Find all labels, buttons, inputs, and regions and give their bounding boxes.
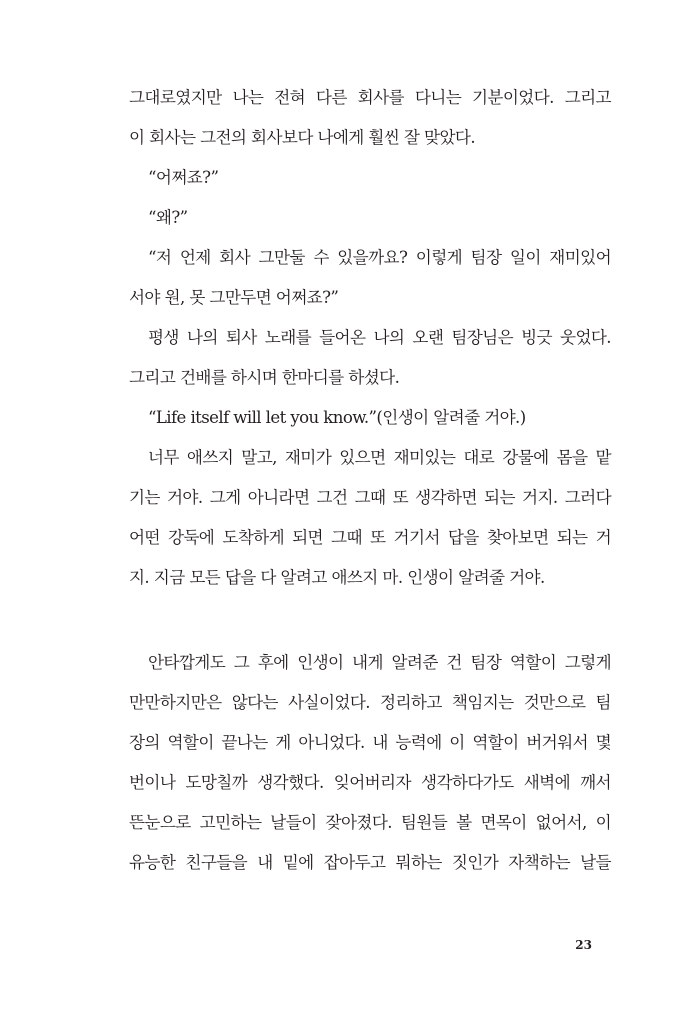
page-number: 23 bbox=[575, 938, 592, 952]
dialogue-line: “어쩌죠?” bbox=[148, 168, 219, 187]
paragraph-line: 유능한 친구들을 내 밑에 잡아두고 뭐하는 짓인가 자책하는 날들 bbox=[129, 853, 611, 872]
paragraph-line: 뜬눈으로 고민하는 날들이 잦아졌다. 팀원들 볼 면목이 없어서, 이 bbox=[129, 813, 611, 832]
paragraph-line: 어떤 강둑에 도착하게 되면 그때 또 거기서 답을 찾아보면 되는 거 bbox=[129, 528, 611, 547]
paragraph-line: 장의 역할이 끝나는 게 아니었다. 내 능력에 이 역할이 버거워서 몇 bbox=[129, 733, 611, 752]
paragraph-line: 만만하지만은 않다는 사실이었다. 정리하고 책임지는 것만으로 팀 bbox=[129, 693, 611, 712]
paragraph-line: 이 회사는 그전의 회사보다 나에게 훨씬 잘 맞았다. bbox=[129, 128, 475, 147]
paragraph-line: 번이나 도망칠까 생각했다. 잊어버리자 생각하다가도 새벽에 깨서 bbox=[129, 773, 611, 792]
paragraph-line: 서야 원, 못 그만두면 어쩌죠?” bbox=[129, 288, 339, 307]
paragraph-line: 지. 지금 모든 답을 다 알려고 애쓰지 마. 인생이 알려줄 거야. bbox=[129, 568, 545, 587]
paragraph-line: 너무 애쓰지 말고, 재미가 있으면 재미있는 대로 강물에 몸을 맡 bbox=[148, 448, 611, 467]
quote-line: “Life itself will let you know.”(인생이 알려줄 거야.) bbox=[148, 408, 526, 427]
dialogue-line: “왜?” bbox=[148, 208, 188, 227]
dialogue-line: “저 언제 회사 그만둘 수 있을까요? 이렇게 팀장 일이 재미있어 bbox=[148, 248, 611, 267]
paragraph-line: 그대로였지만 나는 전혀 다른 회사를 다니는 기분이었다. 그리고 bbox=[129, 88, 611, 107]
paragraph-line: 그리고 건배를 하시며 한마디를 하셨다. bbox=[129, 368, 400, 387]
paragraph-line: 기는 거야. 그게 아니라면 그건 그때 또 생각하면 되는 거지. 그러다 bbox=[129, 488, 611, 507]
paragraph-line: 평생 나의 퇴사 노래를 들어온 나의 오랜 팀장님은 빙긋 웃었다. bbox=[148, 328, 611, 347]
paragraph-line: 안타깝게도 그 후에 인생이 내게 알려준 건 팀장 역할이 그렇게 bbox=[148, 653, 611, 672]
